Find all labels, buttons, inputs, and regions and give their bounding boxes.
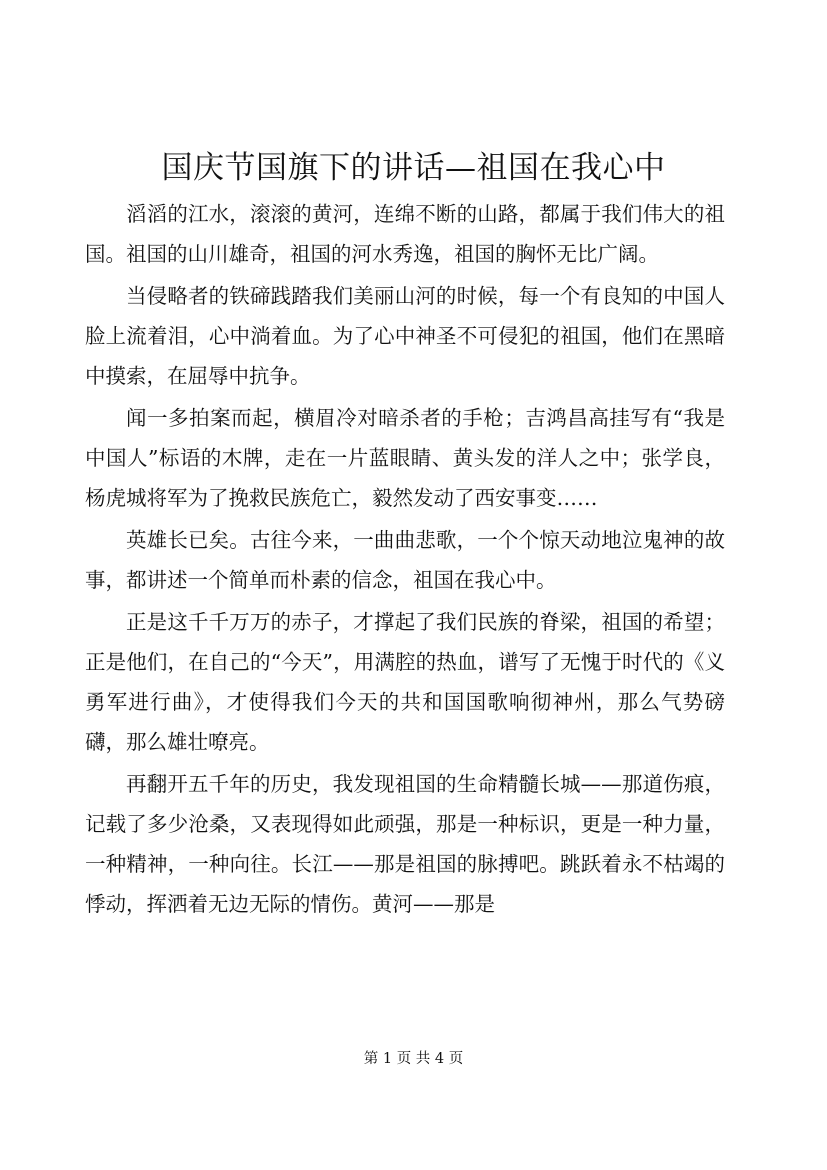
page-footer: 第 1 页 共 4 页: [363, 1051, 464, 1067]
paragraph-1: 滔滔的江水，滚滚的黄河，连绵不断的山路，都属于我们伟大的祖国。祖国的山川雄奇，祖国的河水秀逸，祖国的胸怀无比广阔。: [85, 202, 725, 266]
paragraph-3: 闻一多拍案而起，横眉冷对暗杀者的手枪；吉鸿昌高挂写有“我是中国人”标语的木牌，走在一片蓝眼睛、黄头发的洋人之中；张学良，杨虎城将军为了挽救民族危亡，毅然发动了西安事变……: [85, 406, 725, 510]
document-body: [85, 194, 725, 926]
paragraph-5: 正是这千千万万的赤子，才撑起了我们民族的脊梁，祖国的希望；正是他们，在自己的“今天”，用满腔的热血，谱写了无愧于时代的《义勇军进行曲》，才使得我们今天的共和国国歌响彻神州，那么气势磅礴，那么雄壮嘹亮。: [85, 610, 725, 754]
document-title: 国庆节国旗下的讲话—祖国在我心中: [161, 150, 666, 186]
paragraph-2: 当侵略者的铁碲践踏我们美丽山河的时候，每一个有良知的中国人脸上流着泪，心中淌着血。为了心中神圣不可侵犯的祖国，他们在黑暗中摸索，在屈辱中抗争。: [85, 284, 725, 388]
paragraph-4: 英雄长已矣。古往今来，一曲曲悲歌，一个个惊天动地泣鬼神的故事，都讲述一个简单而朴素的信念，祖国在我心中。: [85, 528, 725, 592]
paragraph-6: 再翻开五千年的历史，我发现祖国的生命精髓长城——那道伤痕，记载了多少沧桑，又表现得如此顽强，那是一种标识，更是一种力量，一种精神，一种向往。长江——那是祖国的脉搏吧。跳跃着永不枯竭的悸动，挥洒着无边无际的情伤。黄河——那是: [85, 772, 725, 916]
